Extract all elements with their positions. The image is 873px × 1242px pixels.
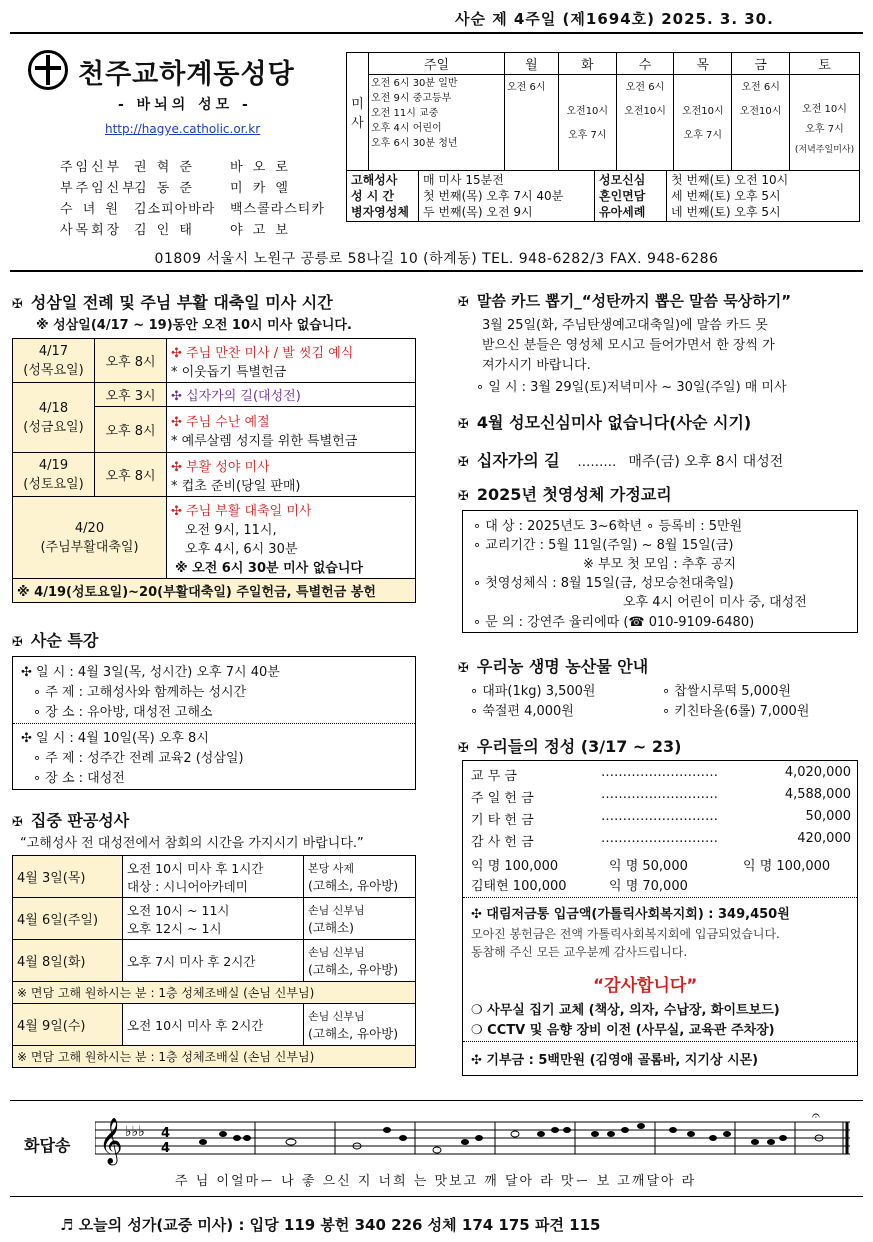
- cross-icon: ✠: [458, 455, 469, 470]
- lecture-title: ✠ 사순 특강: [12, 631, 99, 650]
- offering-row: 기 타 헌 금 ……………………… 50,000: [471, 809, 851, 828]
- offering-box: 교 무 금 ……………………… 4,020,000 주 일 헌 금 ……………………… 4,588,000 기 타 헌 금 ……………………… 50,000 감 사 헌 금 ……………………… 420,000 익 명 100,000 익 명 50,000 익 명 100,000 김태현 100,000 익 명 70,000 ✣ 대림저금통 입금액(가톨릭사회복지회) : 349,450원 모아진 봉헌금은 전액 가톨릭사회복지회에 입금되었습니다. 동참해 주신 모든 교우분께 감사드립니다. “감사합니다” ❍ 사무실 집기 교체 (책상, 의자, 수납장, 화이트보드) ❍ CCTV 및 음향 장비 이전 (사무실, 교육관 주차장) ✣ 기부금 : 5백만원 (김영애 골롬바, 지기상 시몬): [462, 760, 858, 1076]
- triduum-note: ※ 성삼일(4/17 ~ 19)동안 오전 10시 미사 없습니다.: [36, 318, 352, 333]
- cross-icon: ✠: [458, 417, 469, 432]
- parish-subtitle: - 바뇌의 성모 -: [118, 97, 252, 113]
- svg-text:4: 4: [161, 1141, 171, 1156]
- offering-row: 감 사 헌 금 ……………………… 420,000: [471, 831, 851, 850]
- penance-note: “고해성사 전 대성전에서 참회의 시간을 가지시기 바랍니다.”: [20, 836, 364, 851]
- firstcomm-title: ✠ 2025년 첫영성체 가정교리: [458, 485, 672, 504]
- cross-icon: ✠: [458, 489, 469, 504]
- triduum-table: 4/17 (성목요일) 오후 8시 ✣ 주님 만찬 미사 / 발 씻김 예식 * 이웃돕기 특별헌금 4/18 (성금요일) 오후 3시 ✣ 십자가의 길(대성전) 오후 8시 ✣ 주님 수난 예절 * 예루살렘 성지를 위한 특별헌금 4/19 (성토요일) 오후 8시 ✣ 부활 성야 미사 * 컵초 준비(당일 판매) 4/20 (주님부활대축일) ✣ 주님 부활 대축일 미사 오전 9시, 11시, 오후 4시, 6시 30분 ※ 오전 6시 30분 미사 없습니다 ※ 4/19(성토요일)~20(부활대축일) 주일헌금, 특별헌금 봉헌: [12, 338, 416, 603]
- cross-logo-icon: [28, 50, 68, 90]
- svg-text:4: 4: [161, 1126, 171, 1141]
- issue-info: 사순 제 4주일 (제1694호) 2025. 3. 30.: [455, 10, 774, 28]
- svg-text:♭♭♭: ♭♭♭: [125, 1124, 145, 1140]
- psalm-label: 화답송: [24, 1136, 71, 1155]
- cross-icon: ✠: [458, 295, 469, 310]
- svg-text:𝄞: 𝄞: [99, 1118, 123, 1164]
- triduum-title: ✠ 성삼일 전례 및 주님 부활 대축일 미사 시간: [12, 293, 333, 312]
- no-mass-notice: ✠ 4월 성모신심미사 없습니다(사순 시기): [458, 413, 752, 432]
- card-title: ✠ 말씀 카드 뽑기_“성탄까지 뽑은 말씀 묵상하기”: [458, 292, 792, 310]
- sacrament-table: 고해성사 성 시 간 병자영성체 매 미사 15분전 첫 번째(목) 오후 7시 40분 두 번째(목) 오전 9시 성모신심 혼인면담 유아세례 첫 번째(토) 오전 10시 세 번째(토) 오후 5시 네 번째(토) 오후 5시: [346, 170, 860, 222]
- cross-icon: ✠: [458, 741, 469, 756]
- staff-row: 부주임신부김 동 준 미 카 엘: [60, 181, 291, 196]
- psalm-staff: [95, 1110, 855, 1170]
- offering-row: 주 일 헌 금 ……………………… 4,588,000: [471, 787, 851, 806]
- staff-row: 수 녀 원 김소피아바라 백스콜라스티카: [60, 202, 325, 217]
- cross-icon: ✠: [458, 661, 469, 676]
- parish-name: 천주교하계동성당: [78, 59, 295, 90]
- offering-row: 교 무 금 ……………………… 4,020,000: [471, 765, 851, 784]
- svg-text:𝄐: 𝄐: [812, 1110, 820, 1124]
- offering-title: ✠ 우리들의 정성 (3/17 ~ 23): [458, 737, 682, 756]
- address-divider: [10, 270, 863, 272]
- penance-title: ✠ 집중 판공성사: [12, 811, 130, 830]
- stations-title: ✠ 십자가의 길 ……… 매주(금) 오후 8시 대성전: [458, 451, 784, 470]
- staff-row: 주임신부 권 혁 준 바 오 로: [60, 160, 291, 175]
- psalm-divider: [10, 1100, 863, 1101]
- header-divider: [10, 32, 863, 34]
- lecture-box: ✣ 일 시 : 4월 3일(목, 성시간) 오후 7시 40분 ∘ 주 제 : 고해성사와 함께하는 성시간 ∘ 장 소 : 유아방, 대성전 고해소 ✣ 일 시 : 4월 10일(목) 오후 8시 ∘ 주 제 : 성주간 전례 교육2 (성삼일) ∘ 장 소 : 대성전: [12, 656, 416, 790]
- psalm-lyrics: 주 님 이얼마ー 나 좋 으신 지 너희 는 맛보고 깨 달아 라 맛ー 보 고깨달아 라: [175, 1174, 697, 1189]
- staff-row: 사목회장 김 인 태 야 고 보: [60, 223, 291, 238]
- address: 01809 서울시 노원구 공릉로 58나길 10 (하계동) TEL. 948-6282/3 FAX. 948-6286: [154, 251, 719, 267]
- firstcomm-box: ∘ 대 상 : 2025년도 3~6학년 ∘ 등록비 : 5만원 ∘ 교리기간 : 5월 11일(주일) ~ 8월 15일(금) ※ 부모 첫 모임 : 추후 공지 ∘ 첫영성체식 : 8월 15일(금, 성모승천대축일) 오후 4시 어린이 미사 중, 대성전 ∘ 문 의 : 강연주 율리에따 (☎ 010-9109-6480): [462, 510, 858, 633]
- cross-icon: ✠: [12, 815, 23, 830]
- penance-table: 4월 3일(목) 오전 10시 미사 후 1시간 대상 : 시니어아카데미 본당 사제 (고해소, 유아방) 4월 6일(주일) 오전 10시 ~ 11시 오후 12시 ~ 1시 손님 신부님 (고해소) 4월 8일(화) 오후 7시 미사 후 2시간 손님 신부님 (고해소, 유아방) ※ 면담 고해 원하시는 분 : 1층 성체조배실 (손님 신부님) 4월 9일(수) 오전 10시 미사 후 2시간 손님 신부님 (고해소, 유아방) ※ 면담 고해 원하시는 분 : 1층 성체조배실 (손님 신부님): [12, 855, 416, 1068]
- cross-icon: ✠: [12, 635, 23, 650]
- hymn-list: ♬ 오늘의 성가(교중 미사) : 입당 119 봉헌 340 226 성체 174 175 파견 115: [60, 1216, 601, 1234]
- farm-title: ✠ 우리농 생명 농산물 안내: [458, 657, 649, 676]
- parish-url[interactable]: http://hagye.catholic.or.kr: [105, 122, 261, 136]
- footer-divider: [10, 1196, 863, 1197]
- cross-icon: ✠: [12, 297, 23, 312]
- mass-schedule-table: 미사 주일 월 화 수 목 금 토 오전 6시 30분 일반 오전 9시 중고등부 오전 11시 교중 오후 4시 어린이 오후 6시 30분 청년 오전 6시 오전10시 오후 7시 오전 6시 오전10시 오전10시 오후 7시 오전 6시 오전10시 오전 10시 오후 7시 (저녁주일미사): [346, 52, 860, 171]
